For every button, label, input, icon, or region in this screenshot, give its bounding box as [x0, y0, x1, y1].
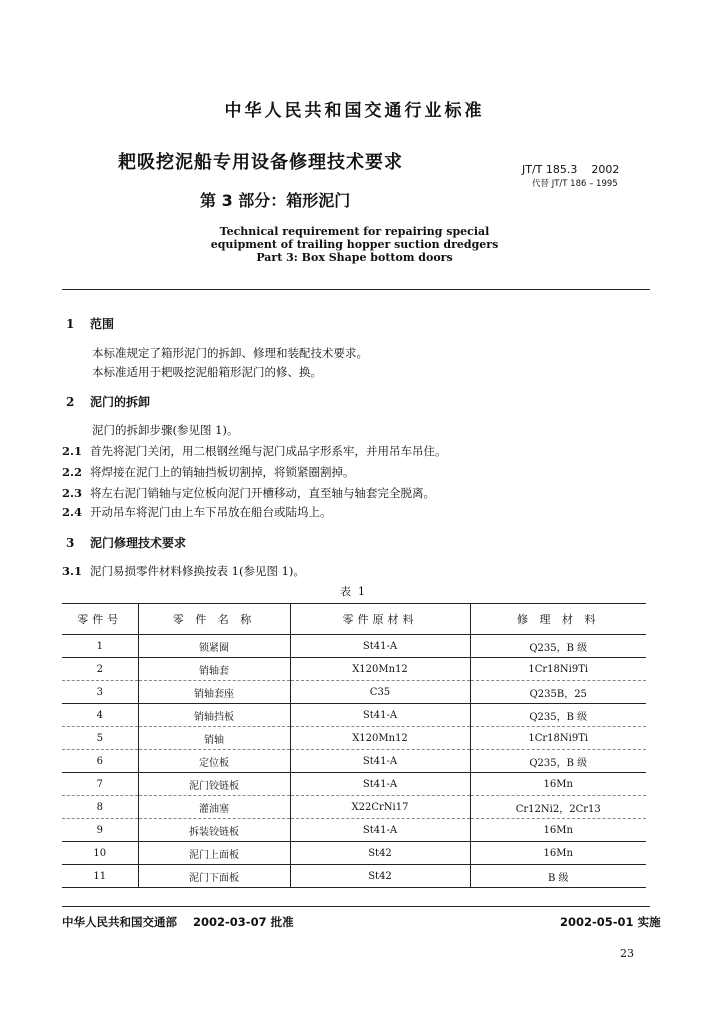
- table-cell: 泥门上面板: [138, 842, 290, 865]
- table-cell: 6: [62, 750, 138, 773]
- section-2-intro: 泥门的拆卸步骤(参见图 1)。: [92, 423, 239, 437]
- table-cell: 锁紧圈: [138, 635, 290, 658]
- column-header: 零件原材料: [290, 604, 470, 635]
- table-cell: 16Mn: [470, 842, 646, 865]
- table-cell: 16Mn: [470, 819, 646, 842]
- table-cell: 定位板: [138, 750, 290, 773]
- part-title: 第 3 部分：箱形泥门: [200, 191, 351, 210]
- table-row: [62, 658, 646, 681]
- table-cell: 8: [62, 796, 138, 819]
- table-cell: St41-A: [290, 819, 470, 842]
- section-2-heading: [66, 393, 150, 410]
- section-1-para-1: 本标准规定了箱形泥门的拆卸、修理和装配技术要求。: [92, 346, 368, 360]
- table-cell: 5: [62, 727, 138, 750]
- table-cell: 销轴挡板: [138, 704, 290, 727]
- column-header: 零 件 名 称: [138, 604, 290, 635]
- table-cell: St42: [290, 865, 470, 888]
- effective-date: 2002-05-01 实施: [560, 915, 661, 929]
- table-cell: 9: [62, 819, 138, 842]
- section-1-para-2: 本标准适用于耙吸挖泥船箱形泥门的修、换。: [92, 365, 322, 379]
- table-row: [62, 681, 646, 704]
- table-cell: Q235，B 级: [470, 750, 646, 773]
- table-cell: X120Mn12: [290, 658, 470, 681]
- page-number: 23: [620, 947, 634, 960]
- table-cell: St42: [290, 842, 470, 865]
- table-cell: Q235，B 级: [470, 635, 646, 658]
- table-cell: St41-A: [290, 635, 470, 658]
- table-cell: Cr12Ni2，2Cr13: [470, 796, 646, 819]
- section-1-heading: [66, 315, 114, 332]
- table-cell: 7: [62, 773, 138, 796]
- section-3-number: 3: [66, 536, 75, 550]
- section-3-title: 泥门修理技术要求: [90, 536, 187, 550]
- section-2-item: [62, 485, 435, 501]
- header-divider: [62, 289, 650, 290]
- table-row: [62, 842, 646, 865]
- table-row: [62, 796, 646, 819]
- table-cell: 4: [62, 704, 138, 727]
- std-number: JT/T 185.3 2002: [522, 163, 620, 176]
- issuer-approval: 中华人民共和国交通部 2002-03-07 批准: [62, 915, 294, 929]
- table-cell: 1Cr18Ni9Ti: [470, 727, 646, 750]
- english-title-line-3: Part 3: Box Shape bottom doors: [256, 251, 453, 264]
- item-text: 泥门易损零件材料修换按表 1(参见图 1)。: [90, 564, 305, 578]
- table-row: [62, 819, 646, 842]
- item-number: 2.3: [62, 486, 83, 500]
- standard-title: 中华人民共和国交通行业标准: [224, 101, 485, 121]
- table-cell: X120Mn12: [290, 727, 470, 750]
- table-cell: Q235，B 级: [470, 704, 646, 727]
- item-text: 将焊接在泥门上的销轴挡板切割掉，将锁紧圈割掉。: [90, 465, 355, 479]
- table-cell: 泥门下面板: [138, 865, 290, 888]
- table-cell: C35: [290, 681, 470, 704]
- table-cell: Q235B，25: [470, 681, 646, 704]
- table-row: [62, 727, 646, 750]
- table-cell: St41-A: [290, 704, 470, 727]
- item-number: 2.1: [62, 444, 83, 458]
- item-number: 2.4: [62, 505, 83, 519]
- table-cell: 1: [62, 635, 138, 658]
- footer-divider: [62, 906, 650, 907]
- table-cell: 3: [62, 681, 138, 704]
- section-2-title: 泥门的拆卸: [90, 395, 151, 409]
- table-row: [62, 635, 646, 658]
- table-cell: 10: [62, 842, 138, 865]
- item-text: 将左右泥门销轴与定位板向泥门开槽移动，直至轴与轴套完全脱离。: [90, 486, 435, 500]
- table-cell: B 级: [470, 865, 646, 888]
- section-3-heading: [66, 534, 186, 551]
- table-cell: St41-A: [290, 773, 470, 796]
- table-row: [62, 773, 646, 796]
- section-1-number: 1: [66, 317, 75, 331]
- section-2-item: [62, 504, 332, 520]
- table-cell: 11: [62, 865, 138, 888]
- table-row: [62, 704, 646, 727]
- section-1-title: 范围: [90, 317, 115, 331]
- english-title: [0, 225, 709, 264]
- table-cell: 销轴套: [138, 658, 290, 681]
- table-row: [62, 865, 646, 888]
- replaces-note: 代替 JT/T 186 – 1995: [532, 179, 618, 189]
- section-2-item: [62, 443, 447, 459]
- table-cell: 销轴套座: [138, 681, 290, 704]
- column-header: 零件号: [62, 604, 138, 635]
- table-cell: 2: [62, 658, 138, 681]
- table-cell: 销轴: [138, 727, 290, 750]
- table-cell: 1Cr18Ni9Ti: [470, 658, 646, 681]
- item-text: 开动吊车将泥门由上车下吊放在船台或陆坞上。: [90, 505, 332, 519]
- table-cell: St41-A: [290, 750, 470, 773]
- section-3-1: [62, 563, 305, 579]
- table-caption: 表 1: [340, 585, 365, 598]
- column-header: 修 理 材 料: [470, 604, 646, 635]
- item-number: 3.1: [62, 564, 83, 578]
- section-2-item: [62, 464, 355, 480]
- table-cell: 拆装铰链板: [138, 819, 290, 842]
- parts-table: [62, 603, 646, 888]
- main-title: 耙吸挖泥船专用设备修理技术要求: [118, 152, 403, 173]
- table-row: [62, 750, 646, 773]
- table-cell: 泥门铰链板: [138, 773, 290, 796]
- english-title-line-2: equipment of trailing hopper suction dredgers: [210, 238, 499, 251]
- table-header-row: [62, 604, 646, 635]
- section-2-number: 2: [66, 395, 75, 409]
- item-text: 首先将泥门关闭，用二根钢丝绳与泥门成品字形系牢，并用吊车吊住。: [90, 444, 447, 458]
- table-cell: 灌油塞: [138, 796, 290, 819]
- table-cell: 16Mn: [470, 773, 646, 796]
- english-title-line-1: Technical requirement for repairing special: [219, 225, 490, 238]
- table-cell: X22CrNi17: [290, 796, 470, 819]
- item-number: 2.2: [62, 465, 83, 479]
